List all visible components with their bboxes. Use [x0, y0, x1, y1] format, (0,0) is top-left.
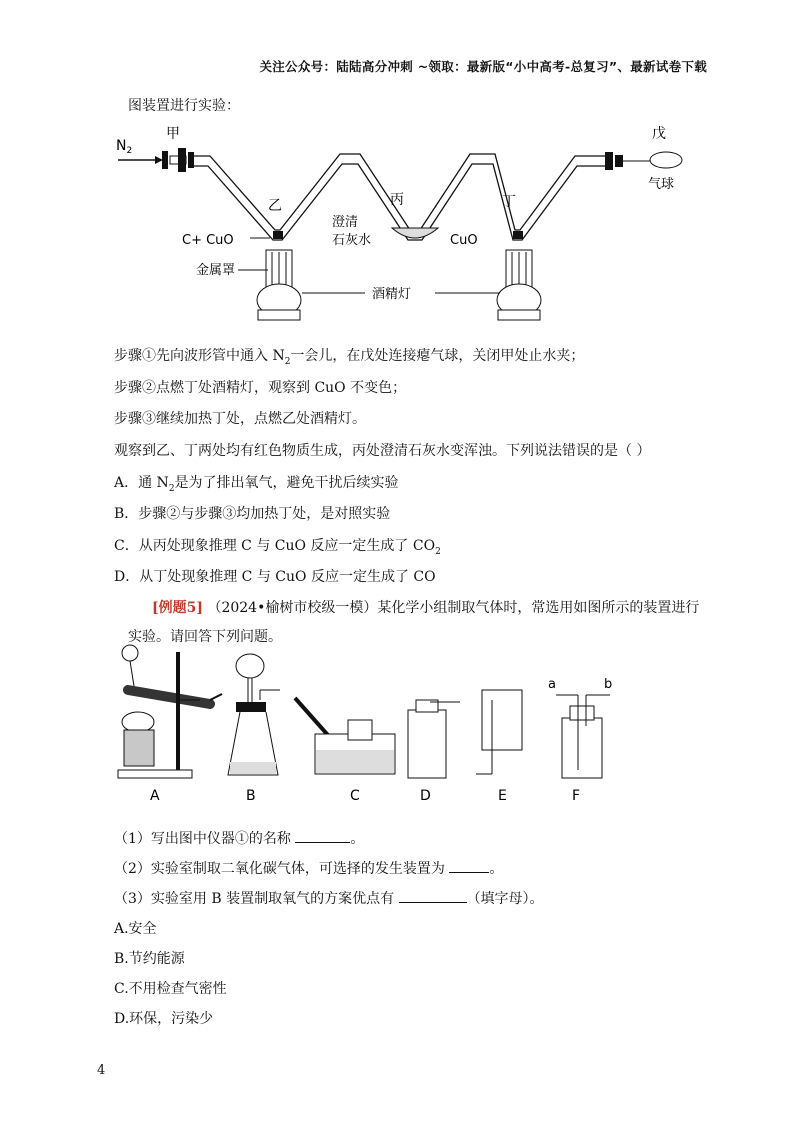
example5-line2: 实验。请回答下列问题。	[128, 629, 282, 645]
wu-label: 戊	[652, 126, 666, 142]
apparatus-d	[408, 700, 460, 804]
yi-reagent	[273, 231, 283, 239]
option-b: B．步骤②与步骤③均加热丁处，是对照实验	[114, 506, 391, 522]
metal-cover-label: 金属罩	[196, 263, 236, 278]
ding-reagent	[513, 231, 523, 239]
page-header: 关注公众号：陆陆高分冲刺 ~领取：最新版“小中高考-总复习”、最新试卷下载	[259, 59, 707, 74]
wu-stopper-2	[615, 155, 623, 167]
apparatus-diagram	[110, 640, 620, 810]
balloon-label: 气球	[648, 177, 675, 192]
svg-text:F: F	[572, 788, 581, 804]
svg-text:C: C	[350, 788, 360, 804]
svg-text:B: B	[246, 788, 256, 804]
lamp-label: 酒精灯	[372, 287, 412, 302]
yi-label: 乙	[268, 198, 282, 214]
jia-stopper-2	[188, 152, 194, 168]
limewater-label-1: 澄清	[332, 215, 359, 230]
answer-b: B.节约能源	[114, 951, 185, 967]
step-1: 步骤①先向波形管中通入 $N_2$一会儿，在戊处连接瘪气球，关闭甲处止水夹；	[114, 348, 585, 367]
apparatus-e	[476, 690, 522, 804]
question-2: （2）实验室制取二氧化碳气体，可选择的发生装置为 。	[114, 858, 503, 878]
limewater-label-2: 石灰水	[332, 233, 372, 248]
apparatus-c	[295, 698, 395, 804]
ding-label: 丁	[502, 194, 516, 210]
balloon-shape	[650, 152, 682, 168]
step-3: 步骤③继续加热丁处，点燃乙处酒精灯。	[114, 411, 366, 427]
option-d: D．从丁处现象推理 C 与 CuO 反应一定生成了 CO	[114, 569, 436, 585]
question-3: （3）实验室用 B 装置制取氧气的方案优点有 （填字母）。	[114, 888, 544, 908]
question-1: （1）写出图中仪器①的名称 。	[114, 828, 364, 848]
answer-c: C.不用检查气密性	[114, 981, 227, 997]
bing-label: 丙	[390, 192, 404, 208]
step-2: 步骤②点燃丁处酒精灯，观察到 CuO 不变色；	[114, 380, 407, 396]
c-cuo-label: C+ CuO	[182, 233, 234, 248]
option-c: C．从丙处现象推理 C 与 CuO 反应一定生成了 $CO_2$	[114, 538, 441, 557]
cuo-label: CuO	[450, 233, 478, 248]
jia-stopper-1	[178, 148, 186, 172]
wu-stopper	[605, 152, 613, 170]
wave-tube-diagram	[110, 120, 710, 330]
n2-arrow-head	[155, 156, 163, 164]
svg-text:E: E	[498, 788, 507, 804]
example5-line1: [例题5] （2024•榆树市校级一模）某化学小组制取气体时，常选用如图所示的装置进行	[152, 600, 700, 616]
page-number: 4	[97, 1063, 106, 1078]
svg-text:b: b	[604, 677, 613, 692]
intro-text: 图装置进行实验：	[128, 98, 240, 114]
left-lamp	[257, 250, 301, 320]
jia-label: 甲	[166, 126, 180, 142]
svg-text:D: D	[420, 788, 431, 804]
svg-text:A: A	[150, 788, 160, 804]
apparatus-f	[548, 677, 612, 804]
apparatus-a	[118, 645, 222, 804]
answer-a: A.安全	[114, 921, 157, 937]
svg-text:a: a	[548, 677, 556, 692]
answer-d: D.环保，污染少	[114, 1011, 214, 1027]
example5-tag: [例题5]	[152, 600, 203, 616]
option-a: A．通 $N_2$是为了排出氧气，避免干扰后续实验	[114, 475, 399, 494]
n2-label: $N_2$	[116, 138, 133, 156]
observation-text: 观察到乙、丁两处均有红色物质生成，丙处澄清石灰水变浑浊。下列说法错误的是（ ）	[114, 443, 651, 459]
jia-clamp	[162, 151, 168, 169]
apparatus-b	[228, 654, 280, 804]
right-lamp	[497, 250, 541, 320]
limewater-fill	[392, 228, 438, 238]
